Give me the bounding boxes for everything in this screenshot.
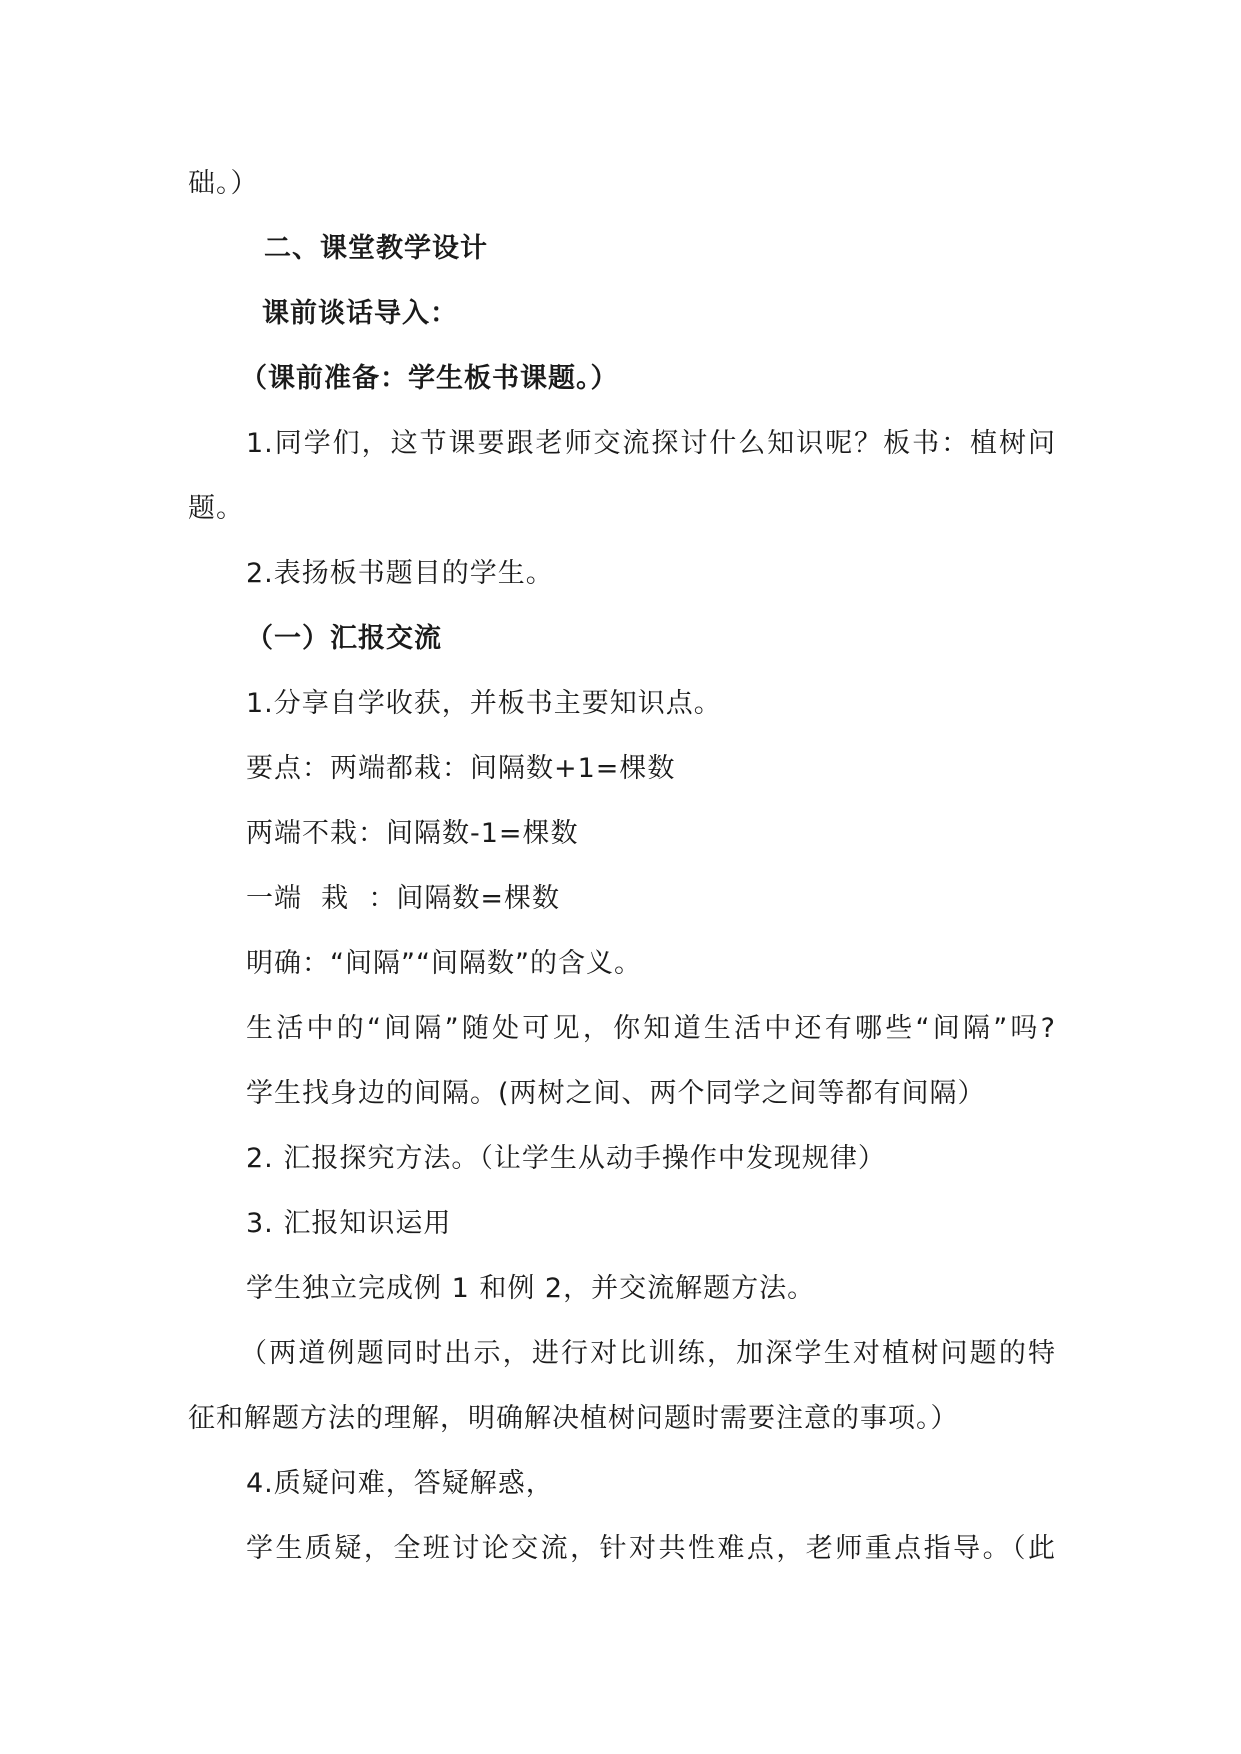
text-line: 3. 汇报知识运用 — [246, 1208, 452, 1239]
text-line: 1.分享自学收获，并板书主要知识点。 — [246, 688, 722, 719]
subsection-note: （课前准备：学生板书课题。） — [240, 363, 619, 394]
subsection-heading: 课前谈话导入： — [262, 298, 458, 329]
text-line: 要点：两端都栽：间隔数+1=棵数 — [246, 753, 676, 784]
text-line: 学生找身边的间隔。(两树之间、两个同学之间等都有间隔） — [246, 1078, 986, 1109]
text-line: 征和解题方法的理解，明确解决植树问题时需要注意的事项。） — [188, 1403, 959, 1434]
text-line: 明确：“间隔”“间隔数”的含义。 — [246, 948, 642, 979]
text-line: （两道例题同时出示，进行对比训练，加深学生对植树问题的特 — [240, 1338, 1056, 1369]
text-line: 1.同学们，这节课要跟老师交流探讨什么知识呢？板书：植树问 — [246, 428, 1056, 459]
text-line: 一端 栽 ：间隔数=棵数 — [246, 883, 560, 914]
text-line: 2. 汇报探究方法。（让学生从动手操作中发现规律） — [246, 1143, 886, 1174]
text-line: 础。） — [188, 168, 259, 199]
text-line: 两端不栽：间隔数-1=棵数 — [246, 818, 579, 849]
text-line: 2.表扬板书题目的学生。 — [246, 558, 554, 589]
text-line: 4.质疑问难，答疑解惑， — [246, 1468, 554, 1499]
text-line: 学生质疑，全班讨论交流，针对共性难点，老师重点指导。（此 — [246, 1533, 1056, 1564]
text-line: 生活中的“间隔”随处可见，你知道生活中还有哪些“间隔”吗? — [246, 1013, 1056, 1044]
section-heading: 二、课堂教学设计 — [264, 233, 488, 264]
text-line: 学生独立完成例 1 和例 2，并交流解题方法。 — [246, 1273, 816, 1304]
text-line: 题。 — [188, 493, 244, 524]
subsection-heading: （一）汇报交流 — [246, 623, 442, 654]
